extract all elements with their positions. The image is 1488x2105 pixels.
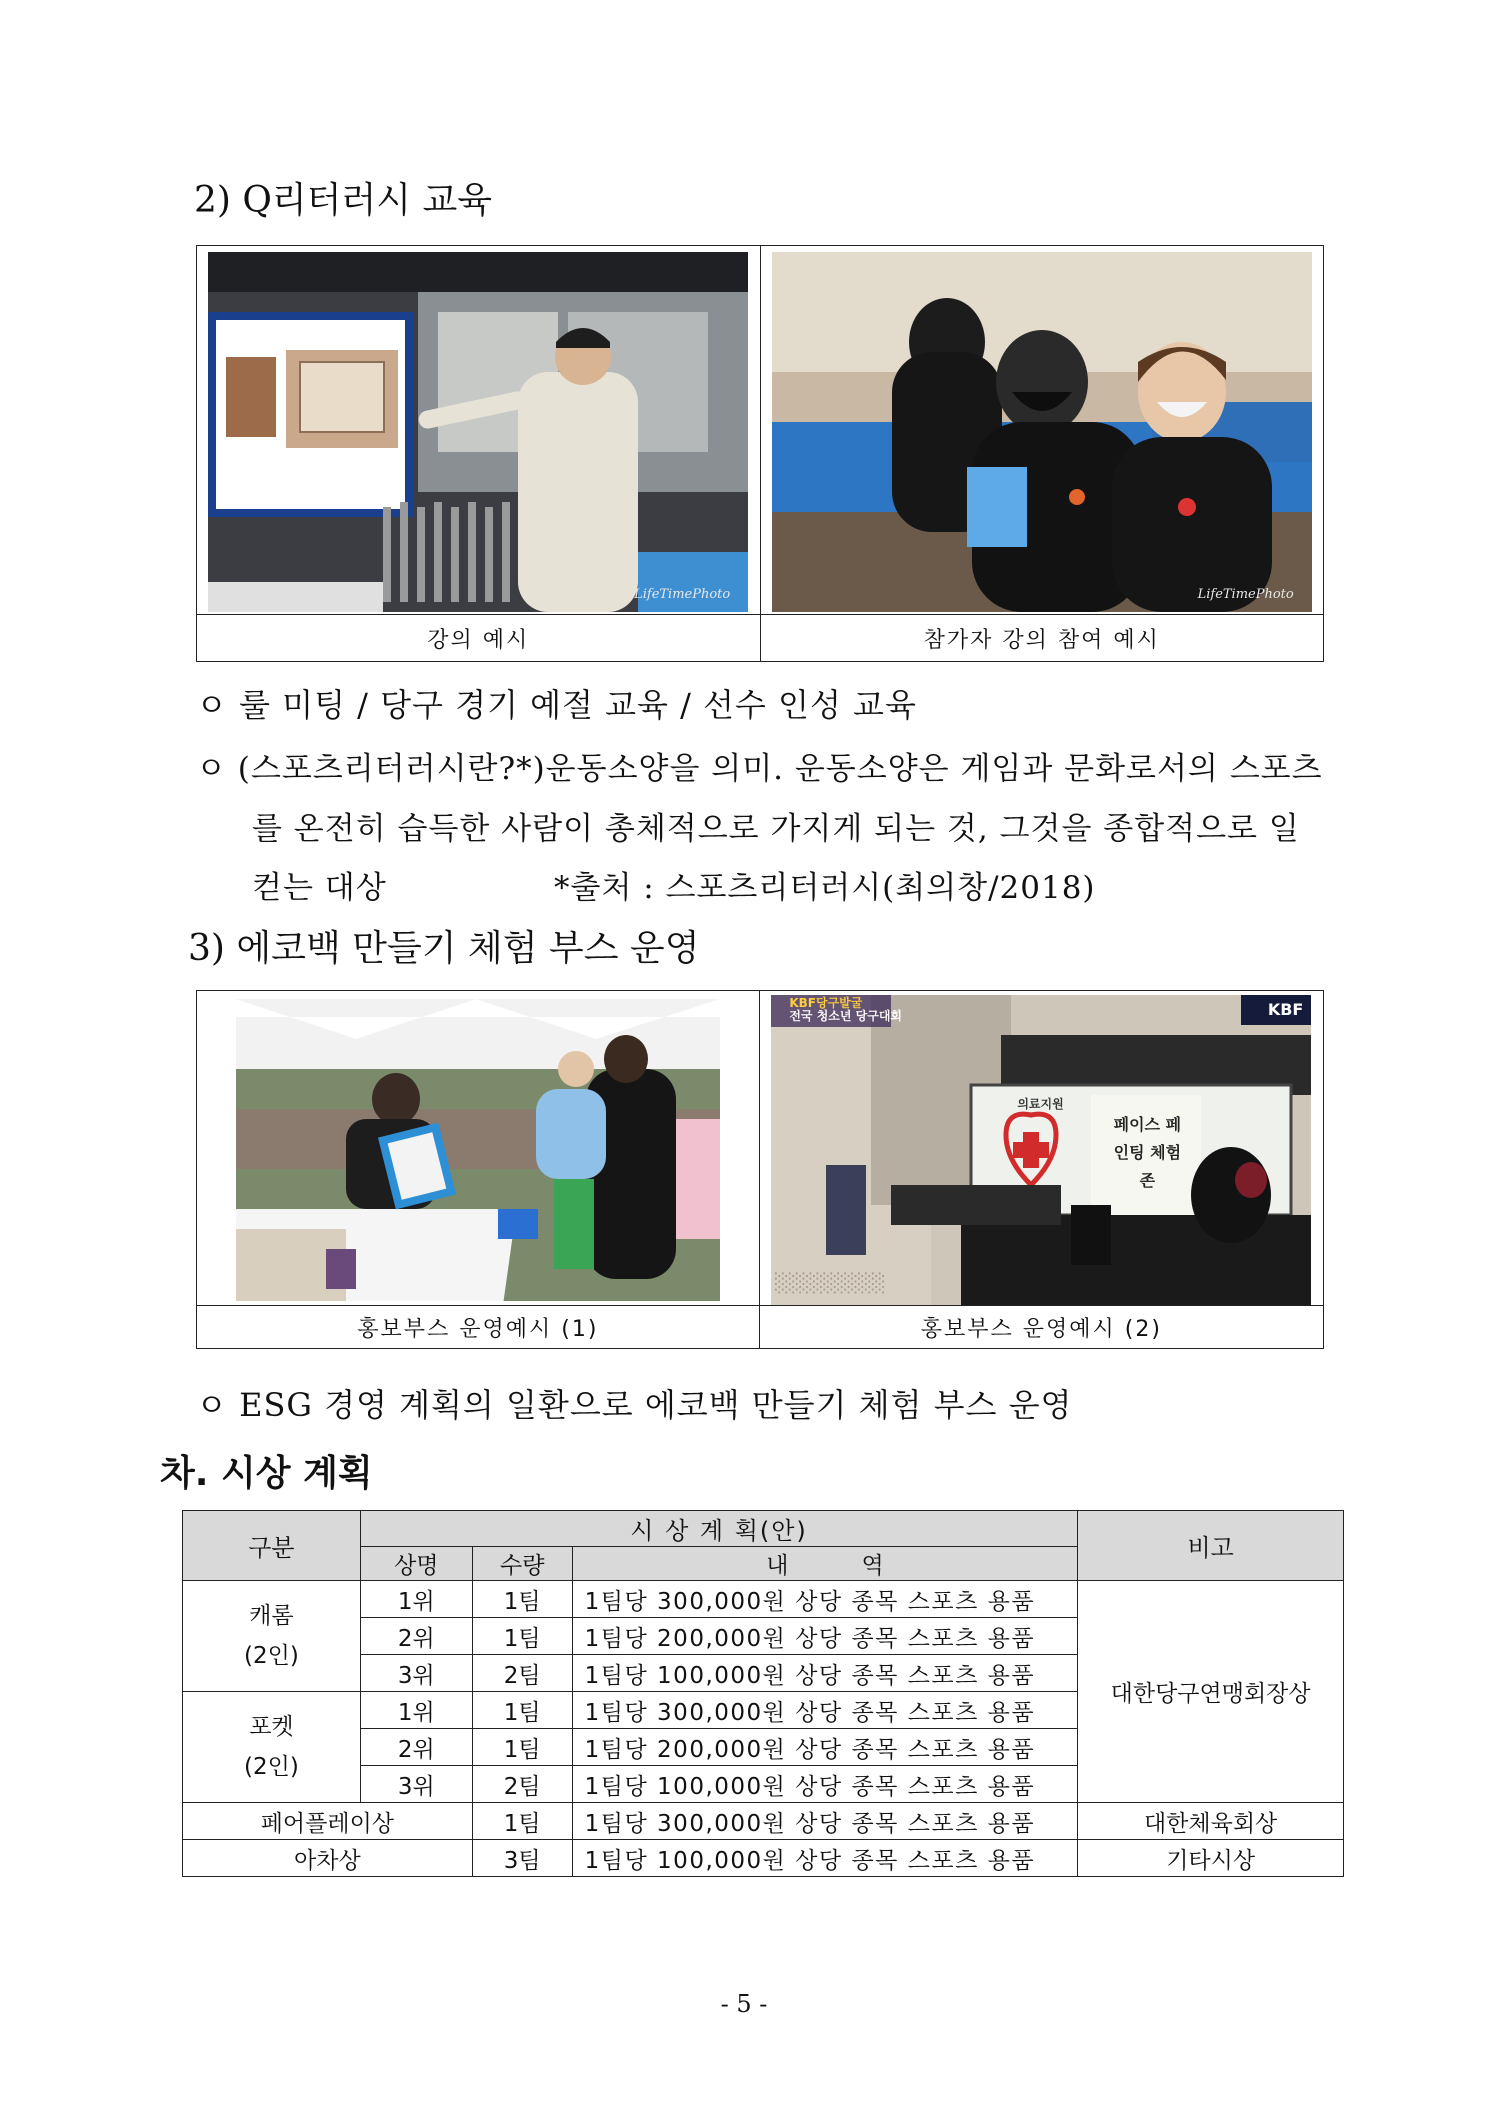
group-size: (2인) [244, 1754, 299, 1780]
kbf-logo: KBF [1267, 1000, 1304, 1019]
header-rank: 상명 [360, 1547, 472, 1581]
cell-qty: 1팀 [472, 1692, 572, 1729]
photo-watermark: LifeTimePhoto [634, 587, 731, 602]
table-row [183, 1581, 1344, 1618]
cell-award-name: 아차상 [183, 1840, 473, 1877]
photo-participants [772, 252, 1312, 612]
photo-cell [759, 991, 1323, 1306]
photo-table-lecture [196, 245, 1324, 662]
face-painting-sign: 페이스 페인팅 체험존 [1113, 1115, 1182, 1190]
event-banner-line1: KBF당구발굴 [789, 996, 863, 1010]
cell-qty: 1팀 [472, 1729, 572, 1766]
caption-booth-2: 홍보부스 운영예시 (2) [759, 1306, 1323, 1349]
cell-rank: 3위 [360, 1766, 472, 1803]
medical-support-sign: 의료지원 [1017, 1097, 1064, 1111]
cell-detail: 1팀당 300,000원 상당 종목 스포츠 용품 [572, 1692, 1078, 1729]
photo-cell [760, 246, 1324, 615]
event-banner [789, 997, 902, 1023]
page-number: - 5 - [720, 1990, 768, 2018]
bullet-rule-meeting: ㅇ 룰 미팅 / 당구 경기 예절 교육 / 선수 인성 교육 [196, 686, 917, 724]
svg-text:░░░░░░░░: ░░░░░░░░ [775, 1273, 887, 1294]
header-note: 비고 [1078, 1511, 1344, 1581]
caption-lecture: 강의 예시 [197, 615, 761, 662]
photo-booth-example-2 [771, 995, 1311, 1305]
cell-rank: 2위 [360, 1618, 472, 1655]
lecture-photo-illustration [208, 252, 748, 612]
photo-watermark: LifeTimePhoto [1197, 587, 1294, 602]
cell-note-federation: 대한당구연맹회장상 [1078, 1581, 1344, 1803]
group-carom [183, 1581, 361, 1692]
cell-detail: 1팀당 300,000원 상당 종목 스포츠 용품 [572, 1803, 1078, 1840]
header-qty: 수량 [472, 1547, 572, 1581]
header-plan: 시 상 계 획(안) [360, 1511, 1077, 1547]
cell-detail: 1팀당 200,000원 상당 종목 스포츠 용품 [572, 1729, 1078, 1766]
caption-participants: 참가자 강의 참여 예시 [760, 615, 1324, 662]
cell-award-name: 페어플레이상 [183, 1803, 473, 1840]
cell-detail: 1팀당 100,000원 상당 종목 스포츠 용품 [572, 1840, 1078, 1877]
bullet-sports-literacy-line3: 컫는 대상 [252, 870, 387, 906]
cell-note: 기타시상 [1078, 1840, 1344, 1877]
photo-cell [197, 246, 761, 615]
table-row [183, 1803, 1344, 1840]
cell-rank: 2위 [360, 1729, 472, 1766]
cell-detail: 1팀당 100,000원 상당 종목 스포츠 용품 [572, 1766, 1078, 1803]
group-pocket [183, 1692, 361, 1803]
cell-qty: 2팀 [472, 1766, 572, 1803]
photo-table-booth [196, 990, 1324, 1349]
cell-rank: 1위 [360, 1581, 472, 1618]
cell-detail: 1팀당 100,000원 상당 종목 스포츠 용품 [572, 1655, 1078, 1692]
table-row [183, 1840, 1344, 1877]
bullet-sports-literacy-line1: ㅇ (스포츠리터러시란?*)운동소양을 의미. 운동소양은 게임과 문화로서의 스포츠 [196, 751, 1323, 787]
event-banner-line2: 전국 청소년 당구대회 [789, 1009, 903, 1023]
cell-rank: 1위 [360, 1692, 472, 1729]
cell-note: 대한체육회상 [1078, 1803, 1344, 1840]
caption-booth-1: 홍보부스 운영예시 (1) [197, 1306, 760, 1349]
bullet-sports-literacy-line2: 를 온전히 습득한 사람이 총체적으로 가지게 되는 것, 그것을 종합적으로 일 [252, 811, 1300, 847]
face-painting-booth-illustration [771, 995, 1311, 1305]
award-plan-table [182, 1510, 1344, 1877]
group-size: (2인) [244, 1643, 299, 1669]
cell-qty: 1팀 [472, 1581, 572, 1618]
header-detail: 내 역 [572, 1547, 1078, 1581]
cell-detail: 1팀당 300,000원 상당 종목 스포츠 용품 [572, 1581, 1078, 1618]
section-heading-ecobag: 3) 에코백 만들기 체험 부스 운영 [188, 928, 700, 969]
cell-qty: 3팀 [472, 1840, 572, 1877]
photo-booth-example-1 [236, 999, 720, 1301]
cell-rank: 3위 [360, 1655, 472, 1692]
bullet-esg: ㅇ ESG 경영 계획의 일환으로 에코백 만들기 체험 부스 운영 [196, 1386, 1073, 1424]
cell-detail: 1팀당 200,000원 상당 종목 스포츠 용품 [572, 1618, 1078, 1655]
section-heading-q-literacy: 2) Q리터러시 교육 [194, 180, 493, 221]
cell-qty: 1팀 [472, 1618, 572, 1655]
ecobag-booth-illustration [236, 999, 720, 1301]
participants-photo-illustration [772, 252, 1312, 612]
photo-cell [197, 991, 760, 1306]
photo-lecture-example [208, 252, 748, 612]
cell-qty: 2팀 [472, 1655, 572, 1692]
source-citation: *출처 : 스포츠리터러시(최의창/2018) [554, 870, 1096, 906]
header-category: 구분 [183, 1511, 361, 1581]
cell-qty: 1팀 [472, 1803, 572, 1840]
group-name: 캐롬 [249, 1603, 294, 1629]
group-name: 포켓 [249, 1714, 294, 1740]
section-title-awards: 차. 시상 계획 [160, 1453, 373, 1494]
